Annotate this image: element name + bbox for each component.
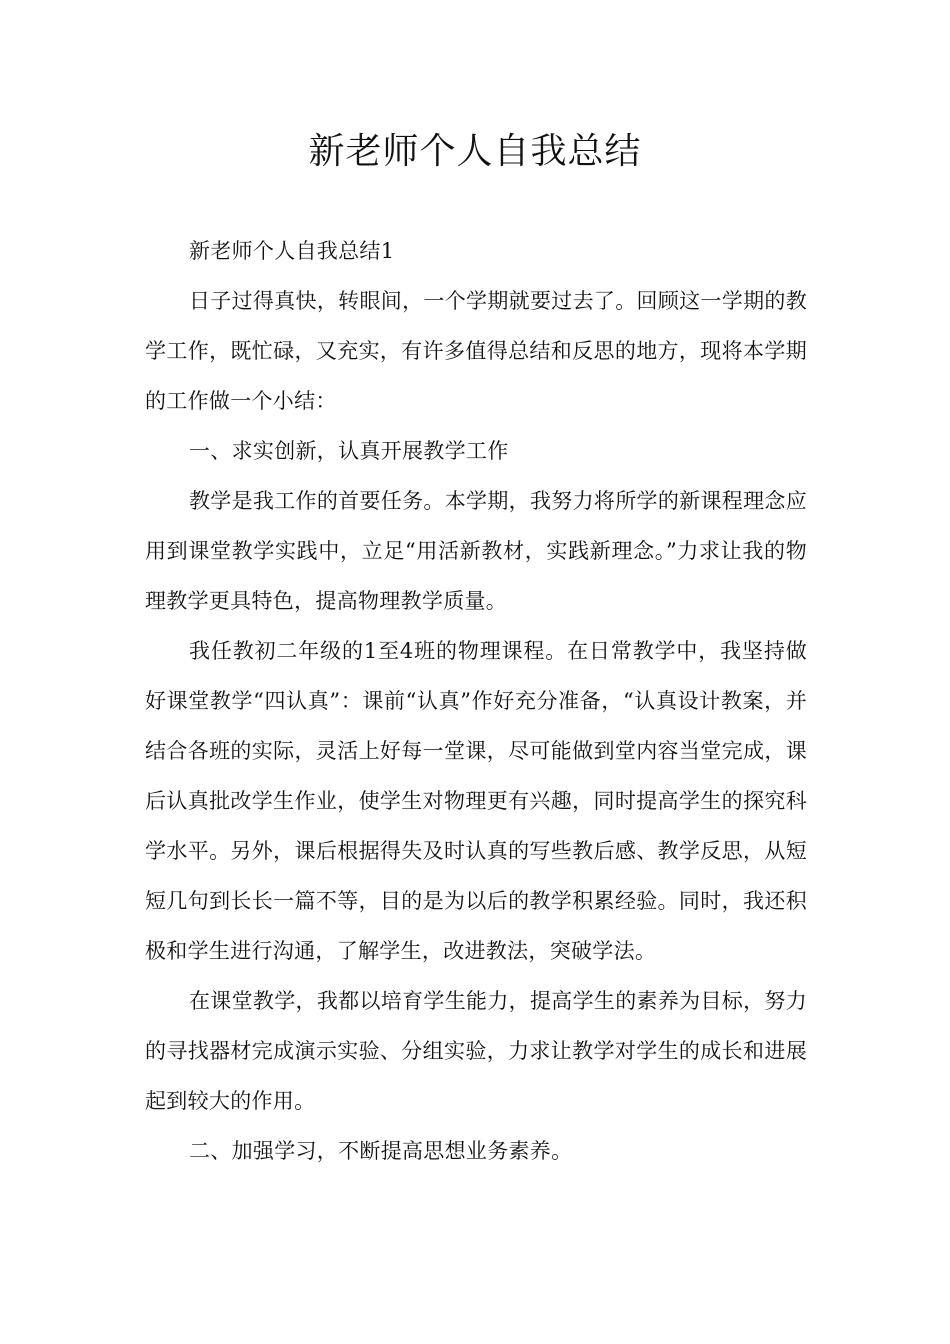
body-paragraph: 在课堂教学，我都以培育学生能力，提高学生的素养为目标，努力的寻找器材完成演示实验、分组实验，力求让教学对学生的成长和进展起到较大的作用。 <box>145 989 807 1113</box>
section-heading: 一、求实创新，认真开展教学工作 <box>189 439 509 463</box>
body-paragraph: 教学是我工作的首要任务。本学期，我努力将所学的新课程理念应用到课堂教学实践中，立足“用活新教材，实践新理念。”力求让我的物理教学更具特色，提高物理教学质量。 <box>145 489 807 613</box>
section-heading: 二、加强学习，不断提高思想业务素养。 <box>189 1139 573 1163</box>
section-subtitle: 新老师个人自我总结1 <box>189 239 395 263</box>
body-paragraph: 我任教初二年级的1至4班的物理课程。在日常教学中，我坚持做好课堂教学“四认真”：课前“认真”作好充分准备，“认真设计教案，并结合各班的实际，灵活上好每一堂课，尽可能做到堂内容当堂完成，课后认真批改学生作业，使学生对物理更有兴趣，同时提高学生的探究科学水平。另外，课后根据得失及时认真的写些教后感、教学反思，从短短几句到长长一篇不等，目的是为以后的教学积累经验。同时，我还积极和学生进行沟通，了解学生，改进教法，突破学法。 <box>145 639 807 963</box>
document-body <box>145 226 807 1176</box>
document-title: 新老师个人自我总结 <box>308 131 642 172</box>
body-paragraph: 日子过得真快，转眼间，一个学期就要过去了。回顾这一学期的教学工作，既忙碌，又充实，有许多值得总结和反思的地方，现将本学期的工作做一个小结： <box>145 289 807 413</box>
